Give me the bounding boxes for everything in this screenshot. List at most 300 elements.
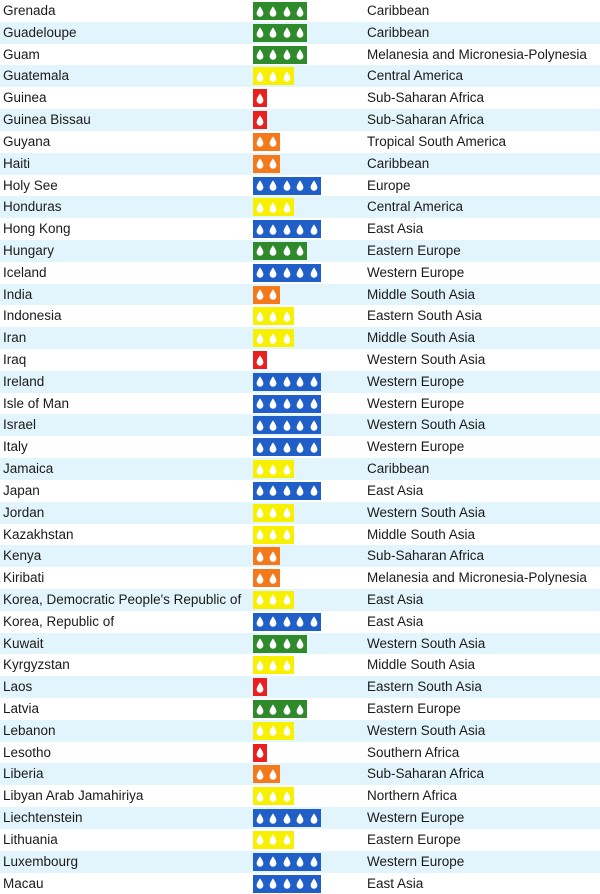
water-drop-icon [294, 700, 308, 718]
water-rating [253, 853, 321, 871]
water-drop-icon [253, 504, 267, 522]
water-drop-icon [253, 875, 267, 893]
country-name: Macau [3, 875, 44, 891]
country-name: Italy [3, 439, 28, 455]
water-drop-icon [280, 373, 294, 391]
water-drop-icon [253, 547, 267, 565]
water-drop-icon [280, 438, 294, 456]
water-drop-icon [253, 242, 267, 260]
water-drop-icon [253, 133, 267, 151]
table-row [0, 371, 600, 393]
country-name: Hong Kong [3, 221, 71, 237]
country-name: Kiribati [3, 570, 45, 586]
water-drop-icon [253, 329, 267, 347]
water-drop-icon [294, 24, 308, 42]
water-drop-icon [280, 177, 294, 195]
water-rating [253, 395, 321, 413]
water-rating [253, 307, 294, 325]
region-name: Western Europe [367, 439, 465, 455]
water-drop-icon [280, 656, 294, 674]
country-name: Iceland [3, 264, 47, 280]
water-drop-icon [280, 526, 294, 544]
region-name: Western Europe [367, 395, 465, 411]
table-row [0, 218, 600, 240]
country-name: Guatemala [3, 68, 70, 84]
water-rating [253, 24, 307, 42]
water-drop-icon [280, 395, 294, 413]
region-name: East Asia [367, 875, 424, 891]
table-row [0, 829, 600, 851]
water-drop-icon [307, 177, 321, 195]
region-name: Caribbean [367, 155, 430, 171]
country-name: Ireland [3, 373, 45, 389]
water-rating [253, 809, 321, 827]
water-drop-icon [253, 765, 267, 783]
water-rating [253, 220, 321, 238]
water-drop-icon [267, 482, 281, 500]
region-name: Sub-Saharan Africa [367, 112, 485, 128]
region-name: Central America [367, 199, 464, 215]
table-row [0, 44, 600, 66]
water-drop-icon [267, 329, 281, 347]
country-name: Indonesia [3, 308, 62, 324]
water-drop-icon [307, 438, 321, 456]
water-drop-icon [267, 286, 281, 304]
water-drop-icon [253, 700, 267, 718]
region-name: Central America [367, 68, 464, 84]
water-rating [253, 373, 321, 391]
water-drop-icon [267, 460, 281, 478]
country-name: Jordan [3, 504, 45, 520]
region-name: East Asia [367, 613, 424, 629]
water-drop-icon [280, 591, 294, 609]
table-row [0, 698, 600, 720]
region-name: Sub-Saharan Africa [367, 90, 485, 106]
region-name: Western Europe [367, 853, 465, 869]
water-drop-icon [294, 853, 308, 871]
water-rating [253, 329, 294, 347]
country-name: Iran [3, 330, 27, 346]
water-drop-icon [307, 264, 321, 282]
water-drop-icon [280, 264, 294, 282]
water-drop-icon [307, 809, 321, 827]
water-drop-icon [267, 307, 281, 325]
region-name: Eastern Europe [367, 242, 461, 258]
region-name: Sub-Saharan Africa [367, 548, 485, 564]
country-name: Guinea Bissau [3, 112, 91, 128]
water-drop-icon [267, 613, 281, 631]
water-drop-icon [267, 504, 281, 522]
water-drop-icon [307, 220, 321, 238]
water-rating [253, 526, 294, 544]
water-drop-icon [294, 177, 308, 195]
region-name: Sub-Saharan Africa [367, 766, 485, 782]
water-drop-icon [267, 656, 281, 674]
water-drop-icon [253, 526, 267, 544]
water-rating [253, 569, 280, 587]
water-drop-icon [267, 438, 281, 456]
water-drop-icon [280, 853, 294, 871]
region-name: Middle South Asia [367, 286, 476, 302]
table-row [0, 633, 600, 655]
table-row [0, 502, 600, 524]
table-row [0, 720, 600, 742]
region-name: Tropical South America [367, 133, 507, 149]
water-drop-icon [253, 831, 267, 849]
water-drop-icon [253, 395, 267, 413]
water-rating [253, 831, 294, 849]
water-rating [253, 613, 321, 631]
water-rating [253, 46, 307, 64]
table-row [0, 22, 600, 44]
water-rating [253, 416, 321, 434]
region-name: East Asia [367, 482, 424, 498]
water-drop-icon [294, 2, 308, 20]
water-drop-icon [307, 373, 321, 391]
water-rating [253, 89, 267, 107]
water-drop-icon [253, 220, 267, 238]
table-row [0, 196, 600, 218]
water-drop-icon [253, 111, 267, 129]
region-name: Western South Asia [367, 352, 486, 367]
water-rating [253, 504, 294, 522]
water-drop-icon [253, 155, 267, 173]
region-name: Western Europe [367, 264, 465, 280]
water-drop-icon [253, 286, 267, 304]
table-row [0, 414, 600, 436]
table-row [0, 873, 600, 894]
region-name: Europe [367, 177, 411, 193]
water-drop-icon [280, 460, 294, 478]
water-drop-icon [294, 438, 308, 456]
table-row [0, 87, 600, 109]
table-row [0, 851, 600, 873]
table-row [0, 284, 600, 306]
region-name: Western Europe [367, 373, 465, 389]
water-drop-icon [267, 765, 281, 783]
water-drop-icon [267, 220, 281, 238]
country-name: Jamaica [3, 461, 54, 477]
country-name: Iraq [3, 352, 27, 367]
water-drop-icon [253, 438, 267, 456]
water-drop-icon [294, 220, 308, 238]
table-row [0, 436, 600, 458]
water-drop-icon [267, 67, 281, 85]
water-drop-icon [280, 416, 294, 434]
country-name: Israel [3, 417, 37, 433]
water-rating [253, 635, 307, 653]
water-drop-icon [280, 700, 294, 718]
water-drop-icon [253, 591, 267, 609]
region-name: Caribbean [367, 461, 430, 477]
table-row [0, 589, 600, 611]
country-name: Lebanon [3, 722, 56, 738]
table-row [0, 524, 600, 546]
country-name: Kazakhstan [3, 526, 74, 542]
water-drop-icon [307, 416, 321, 434]
water-drop-icon [253, 809, 267, 827]
water-drop-icon [267, 526, 281, 544]
water-drop-icon [267, 722, 281, 740]
water-drop-icon [253, 2, 267, 20]
region-name: Western South Asia [367, 635, 486, 651]
water-drop-icon [267, 875, 281, 893]
water-drop-icon [267, 133, 281, 151]
water-drop-icon [294, 635, 308, 653]
water-rating [253, 678, 267, 696]
table-row [0, 175, 600, 197]
water-rating [253, 133, 280, 151]
water-drop-icon [307, 875, 321, 893]
country-name: Kyrgyzstan [3, 657, 70, 673]
region-name: Melanesia and Micronesia-Polynesia [367, 570, 587, 586]
water-drop-icon [267, 198, 281, 216]
country-name: Kuwait [3, 635, 44, 651]
country-name: Isle of Man [3, 395, 70, 411]
water-drop-icon [280, 329, 294, 347]
water-rating [253, 67, 294, 85]
region-name: Middle South Asia [367, 657, 476, 673]
table-row [0, 676, 600, 698]
country-name: Korea, Democratic People's Republic of [3, 591, 242, 607]
water-drop-icon [267, 24, 281, 42]
water-drop-icon [267, 853, 281, 871]
water-rating [253, 875, 321, 893]
water-rating [253, 264, 321, 282]
water-drop-icon [294, 373, 308, 391]
table-row [0, 240, 600, 262]
country-name: Guinea [3, 90, 47, 106]
water-rating [253, 547, 280, 565]
water-drop-icon [253, 853, 267, 871]
water-drop-icon [280, 635, 294, 653]
table-row [0, 131, 600, 153]
water-drop-icon [307, 482, 321, 500]
region-name: Western South Asia [367, 722, 486, 738]
country-name: Guyana [3, 133, 51, 149]
region-name: Western Europe [367, 810, 465, 826]
table-row [0, 458, 600, 480]
water-drop-icon [253, 569, 267, 587]
region-name: Middle South Asia [367, 330, 476, 346]
water-rating [253, 700, 307, 718]
water-drop-icon [280, 46, 294, 64]
water-drop-icon [280, 722, 294, 740]
table-row [0, 327, 600, 349]
table-row [0, 153, 600, 175]
table-row [0, 305, 600, 327]
water-rating [253, 438, 321, 456]
water-drop-icon [253, 787, 267, 805]
water-drop-icon [294, 242, 308, 260]
water-rating [253, 198, 294, 216]
region-name: Eastern South Asia [367, 308, 482, 324]
region-name: Eastern South Asia [367, 679, 482, 695]
water-drop-icon [307, 613, 321, 631]
table-row [0, 480, 600, 502]
water-drop-icon [267, 591, 281, 609]
water-drop-icon [280, 198, 294, 216]
water-drop-icon [267, 416, 281, 434]
country-name: Liechtenstein [3, 810, 83, 826]
water-drop-icon [253, 177, 267, 195]
table-row [0, 109, 600, 131]
water-drop-icon [267, 155, 281, 173]
country-name: Haiti [3, 155, 31, 171]
water-drop-icon [280, 24, 294, 42]
table-row [0, 807, 600, 829]
water-drop-icon [267, 787, 281, 805]
country-name: Japan [3, 482, 40, 498]
water-drop-icon [267, 242, 281, 260]
water-drop-icon [267, 264, 281, 282]
water-drop-icon [267, 809, 281, 827]
water-drop-icon [307, 395, 321, 413]
country-name: Korea, Republic of [3, 613, 115, 629]
region-name: East Asia [367, 591, 424, 607]
region-name: Eastern Europe [367, 831, 461, 847]
country-name: India [3, 286, 33, 302]
water-drop-icon [294, 416, 308, 434]
country-name: Lesotho [3, 744, 52, 760]
water-rating [253, 722, 294, 740]
water-drop-icon [280, 875, 294, 893]
water-drop-icon [253, 24, 267, 42]
water-drop-icon [267, 2, 281, 20]
water-drop-icon [280, 242, 294, 260]
water-drop-icon [253, 351, 267, 369]
table-row [0, 0, 600, 22]
table-row [0, 545, 600, 567]
water-drop-icon [253, 656, 267, 674]
water-drop-icon [267, 46, 281, 64]
water-drop-icon [267, 635, 281, 653]
table-row [0, 654, 600, 676]
water-drop-icon [280, 613, 294, 631]
region-name: Caribbean [367, 3, 430, 18]
country-name: Luxembourg [3, 853, 79, 869]
water-drop-icon [253, 722, 267, 740]
water-rating [253, 765, 280, 783]
water-drop-icon [253, 635, 267, 653]
water-rating [253, 744, 267, 762]
water-rating [253, 482, 321, 500]
water-rating [253, 351, 267, 369]
water-drop-icon [253, 678, 267, 696]
water-drop-icon [253, 307, 267, 325]
water-drop-icon [253, 46, 267, 64]
water-rating [253, 591, 294, 609]
table-row [0, 611, 600, 633]
water-drop-icon [267, 177, 281, 195]
water-drop-icon [280, 307, 294, 325]
water-drop-icon [280, 504, 294, 522]
water-rating [253, 177, 321, 195]
water-drop-icon [253, 744, 267, 762]
water-drop-icon [280, 220, 294, 238]
water-drop-icon [294, 809, 308, 827]
water-drop-icon [253, 373, 267, 391]
water-rating [253, 2, 307, 20]
water-drop-icon [267, 569, 281, 587]
water-drop-icon [280, 67, 294, 85]
water-drop-icon [253, 460, 267, 478]
country-name: Liberia [3, 766, 44, 782]
water-drop-icon [280, 809, 294, 827]
region-name: Western South Asia [367, 417, 486, 433]
country-name: Lithuania [3, 831, 58, 847]
country-name: Laos [3, 679, 33, 695]
country-name: Grenada [3, 3, 56, 18]
water-drop-icon [253, 198, 267, 216]
table-row [0, 567, 600, 589]
table-row [0, 785, 600, 807]
water-drop-icon [294, 395, 308, 413]
table-row [0, 763, 600, 785]
country-name: Hungary [3, 242, 55, 258]
country-name: Kenya [3, 548, 42, 564]
water-drop-icon [294, 46, 308, 64]
water-rating [253, 242, 307, 260]
water-drop-icon [280, 2, 294, 20]
water-rating [253, 787, 294, 805]
water-drop-icon [267, 373, 281, 391]
region-name: Northern Africa [367, 788, 458, 804]
region-name: East Asia [367, 221, 424, 237]
region-name: Southern Africa [367, 744, 460, 760]
water-drop-icon [294, 482, 308, 500]
water-drop-icon [267, 700, 281, 718]
region-name: Melanesia and Micronesia-Polynesia [367, 46, 587, 62]
water-drop-icon [280, 787, 294, 805]
water-drop-icon [267, 831, 281, 849]
table-row [0, 262, 600, 284]
country-name: Honduras [3, 199, 62, 215]
table-row [0, 393, 600, 415]
water-drop-icon [307, 853, 321, 871]
water-drop-icon [253, 264, 267, 282]
water-drop-icon [253, 89, 267, 107]
region-name: Caribbean [367, 24, 430, 40]
water-rating [253, 656, 294, 674]
table-row [0, 349, 600, 371]
water-drop-icon [294, 264, 308, 282]
country-name: Guadeloupe [3, 24, 77, 40]
water-drop-icon [267, 547, 281, 565]
country-name: Libyan Arab Jamahiriya [3, 788, 144, 804]
water-drop-icon [253, 67, 267, 85]
region-name: Western South Asia [367, 504, 486, 520]
water-rating [253, 111, 267, 129]
water-drop-icon [294, 613, 308, 631]
water-rating [253, 155, 280, 173]
country-name: Holy See [3, 177, 58, 193]
region-name: Middle South Asia [367, 526, 476, 542]
water-drop-icon [253, 482, 267, 500]
country-name: Guam [3, 46, 40, 62]
water-drop-icon [253, 416, 267, 434]
water-drop-icon [267, 395, 281, 413]
water-drop-icon [280, 482, 294, 500]
water-rating [253, 286, 280, 304]
water-drop-icon [280, 831, 294, 849]
table-row [0, 65, 600, 87]
region-name: Eastern Europe [367, 701, 461, 716]
water-drop-icon [253, 613, 267, 631]
table-row [0, 742, 600, 764]
water-rating [253, 460, 294, 478]
water-drop-icon [294, 875, 308, 893]
